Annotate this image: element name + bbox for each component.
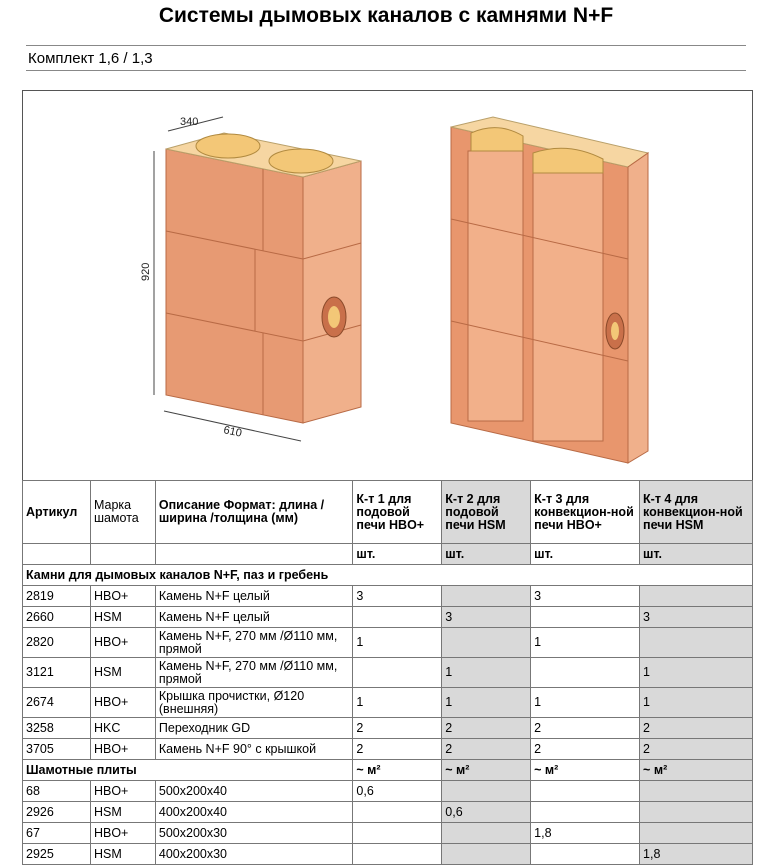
table-row: [23, 628, 753, 658]
cell-k3: 1: [531, 628, 640, 658]
cell-art: 2926: [23, 802, 91, 823]
cell-k1: 2: [353, 718, 442, 739]
col-header-kit3: К-т 3 для конвекцион-ной печи HBO+: [531, 481, 640, 544]
cell-k4: 1: [640, 688, 753, 718]
cell-k1: 3: [353, 586, 442, 607]
divider: [26, 45, 746, 46]
section-row: [23, 565, 753, 586]
kit-subtitle: Комплект 1,6 / 1,3: [28, 50, 153, 67]
cell-k3: [531, 802, 640, 823]
cell-k3: [531, 607, 640, 628]
cell-k4: 2: [640, 739, 753, 760]
table-row: [23, 658, 753, 688]
cell-k3: [531, 781, 640, 802]
table-row: [23, 688, 753, 718]
cell-art: 2925: [23, 844, 91, 865]
cell-k2: 1: [442, 658, 531, 688]
table-row: [23, 718, 753, 739]
cell-k3: 2: [531, 718, 640, 739]
cell-k2: [442, 628, 531, 658]
dim-depth-label: 340: [180, 116, 199, 128]
cell-desc: 400x200x30: [155, 844, 353, 865]
components-table: [22, 480, 753, 865]
cell-k1: 1: [353, 688, 442, 718]
cell-k2: 1: [442, 688, 531, 718]
cell-art: 2674: [23, 688, 91, 718]
unit-m2: ~ м²: [531, 760, 640, 781]
cell-art: 3258: [23, 718, 91, 739]
cell-brand: HBO+: [90, 586, 155, 607]
cell-k4: 1,8: [640, 844, 753, 865]
cell-brand: HSM: [90, 802, 155, 823]
col-header-description: Описание Формат: длина /ширина /толщина (мм): [155, 481, 353, 544]
cell-desc: Камень N+F, 270 мм /Ø110 мм, прямой: [155, 628, 353, 658]
col-header-brand: Марка шамота: [90, 481, 155, 544]
cell-k3: 1: [531, 688, 640, 718]
cell-desc: Переходник GD: [155, 718, 353, 739]
cell-k2: 2: [442, 739, 531, 760]
cell-k1: 0,6: [353, 781, 442, 802]
chimney-block-drawing: [23, 91, 752, 481]
cell-k3: [531, 844, 640, 865]
cell-k4: [640, 781, 753, 802]
table-row: [23, 823, 753, 844]
cell-k4: 1: [640, 658, 753, 688]
cell-k3: 1,8: [531, 823, 640, 844]
cell-desc: Камень N+F 90° с крышкой: [155, 739, 353, 760]
unit-m2: ~ м²: [640, 760, 753, 781]
cell-k4: 3: [640, 607, 753, 628]
cell-brand: HBO+: [90, 781, 155, 802]
section-title-stones: Камни для дымовых каналов N+F, паз и гребень: [23, 565, 753, 586]
cell-brand: HBO+: [90, 739, 155, 760]
cell-k2: [442, 586, 531, 607]
cell-desc: Крышка прочистки, Ø120 (внешняя): [155, 688, 353, 718]
cell-art: 67: [23, 823, 91, 844]
unit-pcs: шт.: [353, 544, 442, 565]
cell-k3: 3: [531, 586, 640, 607]
cell-k2: 3: [442, 607, 531, 628]
cell-brand: HSM: [90, 658, 155, 688]
cell-k1: 2: [353, 739, 442, 760]
cell-k2: 2: [442, 718, 531, 739]
unit-pcs: шт.: [442, 544, 531, 565]
table-row: [23, 586, 753, 607]
chimney-block-exterior: [154, 117, 361, 441]
cell-k2: 0,6: [442, 802, 531, 823]
unit-m2: ~ м²: [353, 760, 442, 781]
cell-desc: Камень N+F целый: [155, 586, 353, 607]
units-row: [23, 544, 753, 565]
cell-desc: Камень N+F, 270 мм /Ø110 мм, прямой: [155, 658, 353, 688]
table-row: [23, 781, 753, 802]
cell-k1: 1: [353, 628, 442, 658]
table-row: [23, 844, 753, 865]
cell-k1: [353, 658, 442, 688]
cell-art: 2819: [23, 586, 91, 607]
cell-desc: 500x200x30: [155, 823, 353, 844]
cell-desc: 500x200x40: [155, 781, 353, 802]
col-header-kit4: К-т 4 для конвекцион-ной печи HSM: [640, 481, 753, 544]
cell-brand: HBO+: [90, 628, 155, 658]
cell-k4: [640, 823, 753, 844]
cell-k1: [353, 844, 442, 865]
unit-m2: ~ м²: [442, 760, 531, 781]
product-illustration: [22, 90, 753, 481]
cell-brand: HKC: [90, 718, 155, 739]
table-header-row: [23, 481, 753, 544]
cell-k1: [353, 607, 442, 628]
cell-k4: 2: [640, 718, 753, 739]
cell-art: 3121: [23, 658, 91, 688]
cell-art: 3705: [23, 739, 91, 760]
cell-k3: [531, 658, 640, 688]
cell-desc: Камень N+F целый: [155, 607, 353, 628]
cell-k1: [353, 802, 442, 823]
col-header-kit1: К-т 1 для подовой печи HBO+: [353, 481, 442, 544]
cell-brand: HBO+: [90, 688, 155, 718]
section-row: [23, 760, 753, 781]
cell-k2: [442, 823, 531, 844]
divider: [26, 70, 746, 71]
dim-height-label: 920: [140, 262, 152, 281]
cell-k4: [640, 586, 753, 607]
table-row: [23, 802, 753, 823]
cell-k4: [640, 628, 753, 658]
unit-pcs: шт.: [640, 544, 753, 565]
col-header-article: Артикул: [23, 481, 91, 544]
cell-brand: HBO+: [90, 823, 155, 844]
cell-art: 2820: [23, 628, 91, 658]
chimney-block-cutaway: [451, 117, 648, 463]
cell-k3: 2: [531, 739, 640, 760]
cell-art: 68: [23, 781, 91, 802]
cell-desc: 400x200x40: [155, 802, 353, 823]
dim-width-label: 610: [222, 424, 243, 440]
unit-pcs: шт.: [531, 544, 640, 565]
cell-brand: HSM: [90, 607, 155, 628]
page-title: Системы дымовых каналов с камнями N+F: [158, 4, 614, 27]
col-header-kit2: К-т 2 для подовой печи HSM: [442, 481, 531, 544]
cell-brand: HSM: [90, 844, 155, 865]
cell-k4: [640, 802, 753, 823]
cell-k2: [442, 781, 531, 802]
table-row: [23, 607, 753, 628]
cell-k2: [442, 844, 531, 865]
cell-k1: [353, 823, 442, 844]
section-title-plates: Шамотные плиты: [23, 760, 353, 781]
cell-art: 2660: [23, 607, 91, 628]
table-row: [23, 739, 753, 760]
